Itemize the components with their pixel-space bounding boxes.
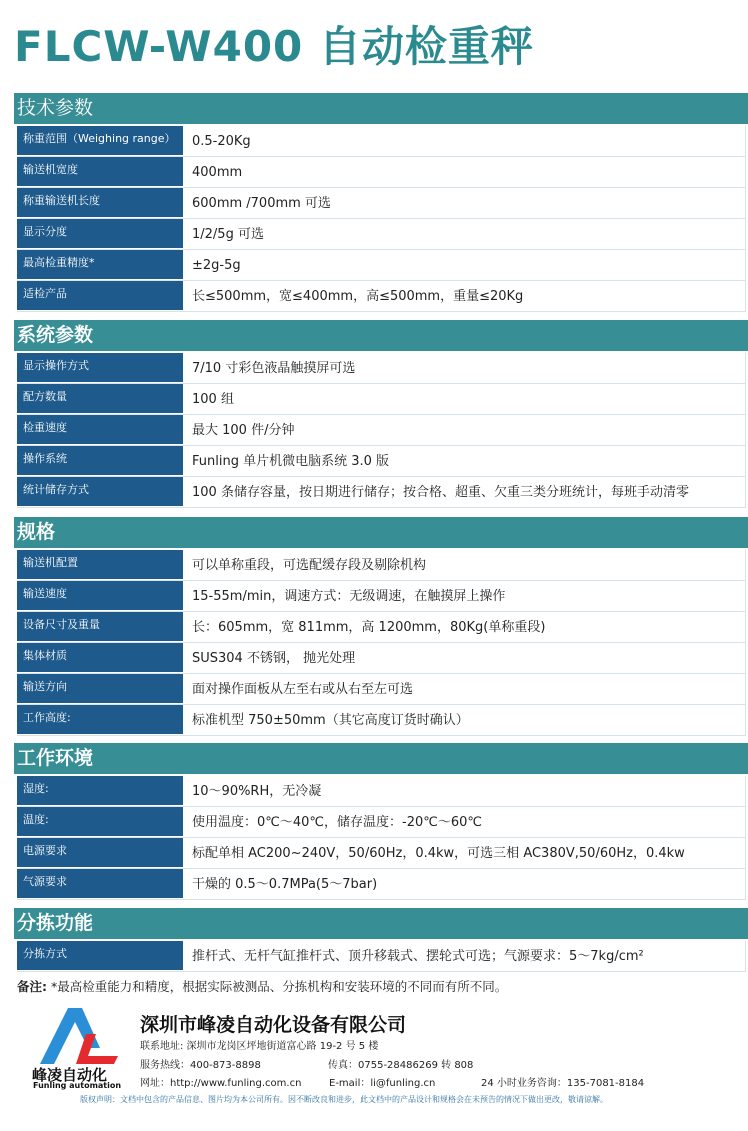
spec-label: 显示操作方式 [17,353,183,383]
spec-value: 600mm /700mm 可选 [192,196,331,211]
spec-value: 长≤500mm，宽≤400mm，高≤500mm，重量≤20Kg [192,289,524,304]
spec-label: 电源要求 [17,838,183,868]
spec-label: 检重速度 [17,415,183,445]
website-link[interactable]: 网址：http://www.funling.com.cn [140,1078,302,1089]
table-row [17,384,745,415]
spec-label: 操作系统 [17,446,183,476]
footnote [17,977,507,995]
table-row [17,643,745,674]
table-row [17,219,745,250]
table-row [17,477,745,508]
spec-value: 最大 100 件/分钟 [192,423,295,438]
spec-value: ±2g-5g [192,258,241,273]
spec-value: 100 条储存容量，按日期进行储存；按合格、超重、欠重三类分班统计，每班手动清零 [192,485,689,500]
spec-label: 分拣方式 [17,941,183,971]
spec-value: 推杆式、无杆气缸推杆式、顶升移载式、摆轮式可选；气源要求：5～7kg/cm² [192,949,644,964]
section-4 [14,743,748,900]
consult-phone: 24 小时业务咨询：135-7081-8184 [481,1078,645,1089]
spec-value: 标配单相 AC200~240V，50/60Hz，0.4kw，可选三相 AC380V,50/60Hz，0.4kw [192,846,685,861]
section-header: 系统参数 [14,320,748,351]
table-row [17,869,745,900]
spec-value: 100 组 [192,392,234,407]
spec-table [17,776,746,900]
table-row [17,446,745,477]
spec-label: 输送速度 [17,581,183,611]
spec-value: 面对操作面板从左至右或从右至左可选 [192,682,414,697]
spec-value: 干燥的 0.5～0.7MPa(5～7bar) [192,877,378,892]
spec-value: 15-55m/min，调速方式：无级调速，在触摸屏上操作 [192,589,506,604]
table-row [17,550,745,581]
table-row [17,612,745,643]
table-row [17,674,745,705]
spec-value: 长：605mm，宽 811mm，高 1200mm，80Kg(单称重段) [192,620,546,635]
company-name: 深圳市峰凌自动化设备有限公司 [140,1014,407,1036]
fax: 传真：0755-28486269 转 808 [328,1060,474,1071]
logo-text-en: Funling automation [33,1081,122,1090]
table-row [17,941,745,972]
spec-value: 10～90%RH，无冷凝 [192,784,322,799]
section-1 [14,93,748,312]
page-title: FLCW-W400 自动检重秤 [14,22,534,71]
spec-label: 设备尺寸及重量 [17,612,183,642]
copyright-notice: 版权声明：文档中包含的产品信息、图片均为本公司所有。因不断改良和进步，此文档中的产品设计和规格会在未预告的情况下做出更改，敬请谅解。 [80,1095,608,1104]
table-row [17,157,745,188]
section-header: 分拣功能 [14,908,748,939]
spec-table [17,353,746,508]
table-row [17,838,745,869]
spec-table [17,550,746,736]
spec-label: 输送机宽度 [17,157,183,187]
table-row [17,188,745,219]
hotline: 服务热线：400-873-8898 [140,1060,261,1071]
spec-value: 7/10 寸彩色液晶触摸屏可选 [192,361,356,376]
spec-label: 工作高度: [17,705,183,735]
section-5 [14,908,748,972]
table-row [17,353,745,384]
spec-value: SUS304 不锈钢， 抛光处理 [192,651,356,666]
spec-label: 配方数量 [17,384,183,414]
spec-label: 气源要求 [17,869,183,899]
spec-value: Funling 单片机微电脑系统 3.0 版 [192,454,390,469]
address: 联系地址: 深圳市龙岗区坪地街道富心路 19-2 号 5 楼 [140,1041,379,1052]
spec-label: 统计储存方式 [17,477,183,507]
table-row [17,776,745,807]
table-row [17,705,745,736]
section-2 [14,320,748,508]
spec-label: 温度: [17,807,183,837]
section-3 [14,517,748,736]
spec-table [17,941,746,972]
note-label: 备注: [17,979,47,994]
spec-label: 最高检重精度* [17,250,183,280]
table-row [17,415,745,446]
email-link[interactable]: E-mail：li@funling.cn [329,1078,436,1089]
table-row [17,281,745,312]
spec-label: 显示分度 [17,219,183,249]
logo-text-cn: 峰凌自动化 [32,1066,108,1084]
table-row [17,126,745,157]
spec-table [17,126,746,312]
spec-value: 1/2/5g 可选 [192,227,264,242]
spec-label: 湿度: [17,776,183,806]
spec-label: 称重范围（Weighing range） [17,126,183,156]
section-header: 规格 [14,517,748,548]
table-row [17,581,745,612]
table-row [17,807,745,838]
note-text: *最高检重能力和精度，根据实际被测品、分拣机构和安装环境的不同而有所不同。 [47,979,508,994]
spec-value: 使用温度：0℃～40℃，储存温度：-20℃～60℃ [192,815,482,830]
section-header: 工作环境 [14,743,748,774]
spec-label: 称重输送机长度 [17,188,183,218]
spec-label: 适检产品 [17,281,183,311]
spec-label: 输送机配置 [17,550,183,580]
spec-value: 可以单称重段，可选配缓存段及剔除机构 [192,558,427,573]
spec-label: 集体材质 [17,643,183,673]
spec-value: 400mm [192,165,243,180]
table-row [17,250,745,281]
spec-value: 0.5-20Kg [192,134,251,149]
spec-label: 输送方向 [17,674,183,704]
section-header: 技术参数 [14,93,748,124]
spec-value: 标准机型 750±50mm（其它高度订货时确认） [192,713,469,728]
